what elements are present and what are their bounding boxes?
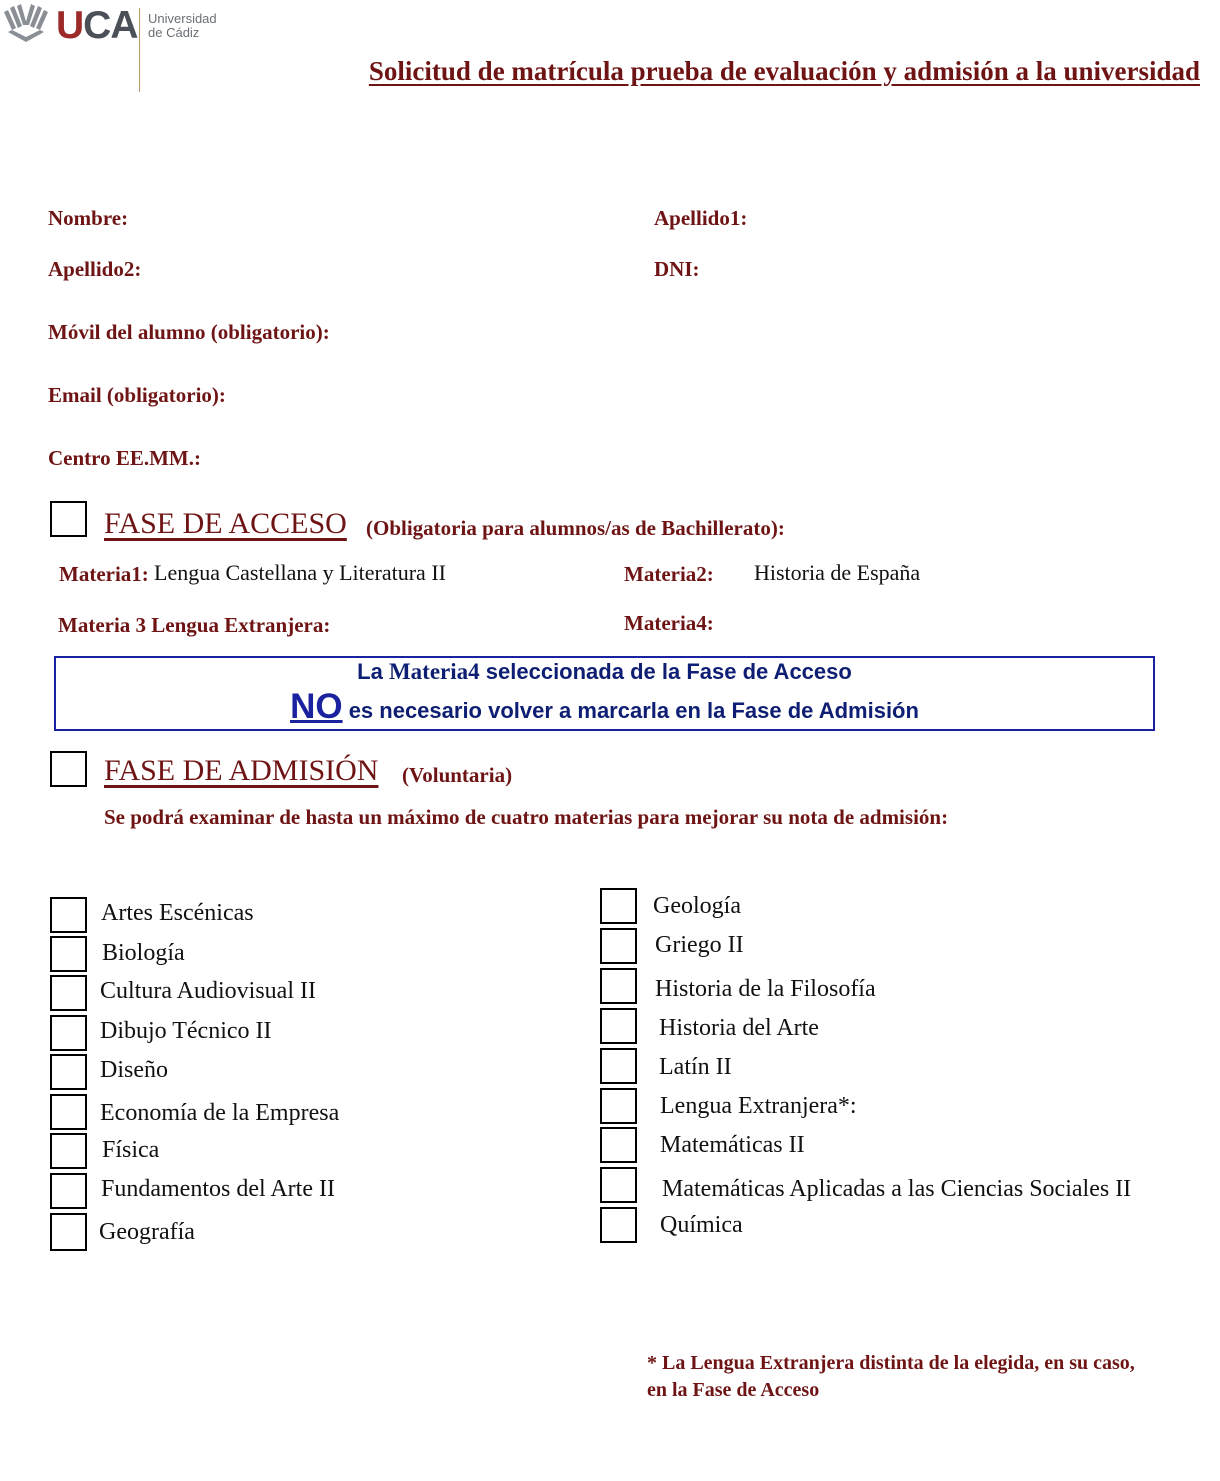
fase-admision-subtitle: Se podrá examinar de hasta un máximo de cuatro materias para mejorar su nota de admisión: xyxy=(104,805,949,829)
notice-line1: La Materia4 seleccionada de la Fase de Acceso xyxy=(357,659,852,684)
materia1-value: Lengua Castellana y Literatura II xyxy=(154,560,446,585)
fase-acceso-note: (Obligatoria para alumnos/as de Bachillerato): xyxy=(366,516,785,540)
subject-label-historia-filosofia: Historia de la Filosofía xyxy=(655,976,876,1002)
subject-label-quimica: Química xyxy=(660,1212,743,1238)
subject-label-economia: Economía de la Empresa xyxy=(100,1100,340,1126)
subject-checkbox-diseno[interactable] xyxy=(50,1054,87,1090)
apellido1-label: Apellido1: xyxy=(654,206,748,230)
centro-label: Centro EE.MM.: xyxy=(48,446,201,470)
subject-label-biologia: Biología xyxy=(102,940,185,966)
subject-label-dibujo-tecnico: Dibujo Técnico II xyxy=(100,1018,272,1044)
subject-checkbox-biologia[interactable] xyxy=(50,936,87,972)
materia1-label: Materia1: xyxy=(59,562,149,586)
materia2-value: Historia de España xyxy=(754,560,921,585)
materia3-label: Materia 3 Lengua Extranjera: xyxy=(58,613,331,637)
subject-label-fundamentos-arte: Fundamentos del Arte II xyxy=(101,1176,335,1202)
logo-divider xyxy=(139,8,140,92)
materia2-label: Materia2: xyxy=(624,562,714,586)
fase-acceso-checkbox[interactable] xyxy=(50,501,87,537)
subject-label-historia-arte: Historia del Arte xyxy=(659,1015,819,1041)
fase-admision-checkbox[interactable] xyxy=(50,751,87,787)
subject-label-cultura-audiovisual: Cultura Audiovisual II xyxy=(100,978,316,1004)
subject-label-matematicas: Matemáticas II xyxy=(660,1132,805,1158)
materia4-notice xyxy=(54,656,1155,731)
subject-checkbox-matematicas-ccss[interactable] xyxy=(600,1167,637,1203)
subject-checkbox-historia-filosofia[interactable] xyxy=(600,968,637,1004)
subject-checkbox-historia-arte[interactable] xyxy=(600,1008,637,1044)
subject-label-fisica: Física xyxy=(102,1137,160,1163)
subject-checkbox-economia[interactable] xyxy=(50,1094,87,1130)
subject-checkbox-lengua-extranjera[interactable] xyxy=(600,1088,637,1124)
university-name xyxy=(148,12,217,40)
dni-label: DNI: xyxy=(654,257,700,281)
footnote xyxy=(647,1350,1135,1404)
email-label: Email (obligatorio): xyxy=(48,383,226,407)
subject-label-artes-escenicas: Artes Escénicas xyxy=(101,900,254,926)
footnote-line2: en la Fase de Acceso xyxy=(647,1379,820,1401)
subject-label-diseno: Diseño xyxy=(100,1057,168,1083)
materia4-label: Materia4: xyxy=(624,611,714,635)
university-name-line2: de Cádiz xyxy=(148,25,200,40)
subject-label-geografia: Geografía xyxy=(99,1219,195,1245)
subject-label-griego: Griego II xyxy=(655,932,744,958)
subject-checkbox-cultura-audiovisual[interactable] xyxy=(50,975,87,1011)
uca-logo-text: UCA xyxy=(56,4,138,47)
subject-checkbox-geologia[interactable] xyxy=(600,888,637,924)
page-title: Solicitud de matrícula prueba de evaluación y admisión a la universidad xyxy=(368,56,1200,86)
subject-label-geologia: Geología xyxy=(653,893,741,919)
uca-wings-icon xyxy=(2,2,50,44)
movil-label: Móvil del alumno (obligatorio): xyxy=(48,320,330,344)
subject-checkbox-dibujo-tecnico[interactable] xyxy=(50,1015,87,1051)
subject-checkbox-griego[interactable] xyxy=(600,928,637,964)
fase-admision-title: FASE DE ADMISIÓN xyxy=(104,754,379,787)
subject-checkbox-quimica[interactable] xyxy=(600,1207,637,1243)
fase-acceso-title: FASE DE ACCESO xyxy=(104,507,347,540)
subject-label-matematicas-ccss: Matemáticas Aplicadas a las Ciencias Sociales II xyxy=(662,1176,1132,1202)
subject-checkbox-latin[interactable] xyxy=(600,1048,637,1084)
subject-checkbox-fundamentos-arte[interactable] xyxy=(50,1173,87,1209)
subject-checkbox-geografia[interactable] xyxy=(50,1213,87,1251)
apellido2-label: Apellido2: xyxy=(48,257,142,281)
subject-checkbox-fisica[interactable] xyxy=(50,1133,87,1169)
notice-line2: NO es necesario volver a marcarla en la Fase de Admisión xyxy=(290,687,919,726)
university-name-line1: Universidad xyxy=(148,11,217,26)
subject-label-latin: Latín II xyxy=(659,1054,732,1080)
subject-checkbox-artes-escenicas[interactable] xyxy=(50,897,87,933)
fase-admision-note: (Voluntaria) xyxy=(402,763,513,787)
notice-no-emphasis: NO xyxy=(290,687,343,726)
subject-label-lengua-extranjera: Lengua Extranjera*: xyxy=(660,1093,857,1119)
subject-checkbox-matematicas[interactable] xyxy=(600,1127,637,1163)
nombre-label: Nombre: xyxy=(48,206,129,230)
footnote-line1: * La Lengua Extranjera distinta de la elegida, en su caso, xyxy=(647,1352,1135,1374)
